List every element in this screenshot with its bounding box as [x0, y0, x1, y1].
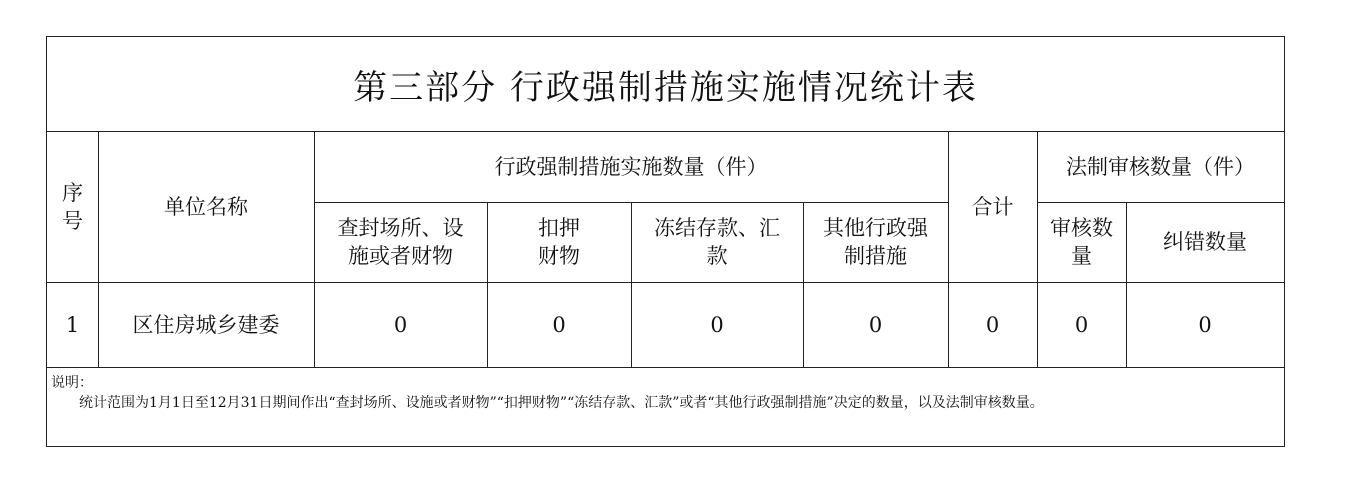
row-detain: 0	[552, 312, 566, 337]
row-reviewed: 0	[1074, 312, 1089, 337]
note-text: 统计范围为1月1日至12月31日期间作出“查封场所、设施或者财物”“扣押财物”“冻结存款、汇款”或者“其他行政强制措施”决定的数量，以及法制审核数量。	[79, 395, 1044, 411]
row-total: 0	[985, 312, 1000, 337]
row-freeze: 0	[710, 312, 724, 337]
row-corrected: 0	[1198, 312, 1212, 337]
header-other: 其他行政强 制措施	[823, 216, 928, 268]
row-seal: 0	[393, 312, 408, 337]
note	[51, 373, 1279, 413]
header-seq: 序 号	[62, 181, 83, 233]
header-seal: 查封场所、设 施或者财物	[337, 216, 464, 268]
divider	[47, 367, 1284, 368]
header-reviewed: 审核数 量	[1050, 216, 1113, 268]
header-unit: 单位名称	[164, 195, 248, 219]
statistics-table	[46, 36, 1285, 447]
row-seq: 1	[65, 312, 80, 337]
row-unit: 区住房城乡建委	[132, 312, 280, 337]
header-total: 合计	[971, 195, 1014, 219]
header-corrected: 纠错数量	[1163, 230, 1247, 254]
header-review-group: 法制审核数量（件）	[1066, 155, 1255, 179]
note-label: 说明：	[51, 375, 93, 391]
header-freeze: 冻结存款、汇 款	[654, 216, 780, 268]
row-other: 0	[868, 312, 883, 337]
header-measures-group: 行政强制措施实施数量（件）	[494, 155, 768, 179]
table-title: 第三部分 行政强制措施实施情况统计表	[47, 37, 1284, 132]
header-detain: 扣押 财物	[538, 216, 580, 268]
